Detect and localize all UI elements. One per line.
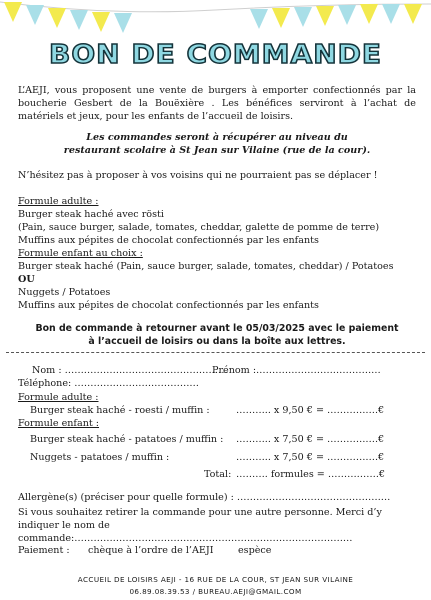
form-enfant-calc-2[interactable]: ……….. x 7,50 € = …………….€	[236, 452, 385, 463]
formule-enfant-heading: Formule enfant au choix :	[18, 248, 143, 259]
bunting-flag	[404, 4, 422, 24]
nom-field[interactable]: Nom : ……………………………………………	[32, 365, 228, 376]
bunting-flag	[316, 6, 334, 26]
formule-adulte-line-1: Burger steak haché avec rösti	[18, 209, 164, 220]
total-calc[interactable]: ………. formules = …………….€	[236, 469, 385, 480]
neighbors-note: N’hésitez pas à proposer à vos voisins qui ne pourraient pas se déplacer !	[18, 170, 378, 181]
allergenes-field[interactable]: Allergène(s) (préciser pour quelle formule) : …………………………………………	[18, 492, 391, 503]
paiement-espece-option[interactable]: espèce	[238, 545, 272, 556]
bunting-flag	[4, 2, 22, 22]
footer-address: ACCUEIL DE LOISIRS AEJI - 16 RUE DE LA COUR, ST JEAN SUR VILAINE	[77, 575, 354, 584]
pickup-line-2: restaurant scolaire à St Jean sur Vilaine (rue de la cour).	[63, 145, 371, 156]
bunting-flag	[294, 7, 312, 27]
paiement-label: Paiement :	[18, 545, 70, 556]
footer-contact: 06.89.08.39.53 / BUREAU.AEJI@GMAIL.COM	[129, 587, 302, 596]
formule-enfant-line-2: Nuggets / Potatoes	[18, 287, 111, 298]
formule-adulte-heading: Formule adulte :	[18, 196, 99, 207]
formule-adulte-line-2: (Pain, sauce burger, salade, tomates, cheddar, galette de pomme de terre)	[18, 222, 380, 233]
page-title: BON DE COMMANDE	[49, 39, 382, 70]
form-enfant-heading: Formule enfant :	[18, 418, 100, 429]
form-enfant-item-1: Burger steak haché - patatoes / muffin :	[30, 434, 224, 445]
intro-paragraph: L’AEJI, vous proposent une vente de burgers à emporter confectionnés par la boucherie Gesbert de la Bouëxière . Les bénéfices serviront à l’achat de matériels et jeux, pour les enfants de l’accueil de loisirs.	[18, 85, 416, 122]
bunting-flag	[114, 13, 132, 33]
return-line-2: à l’accueil de loisirs ou dans la boîte aux lettres.	[88, 336, 346, 347]
bunting-flag	[250, 9, 268, 29]
bunting-flag	[70, 10, 88, 30]
bunting-flag	[92, 12, 110, 32]
bunting-flag	[382, 4, 400, 24]
formule-adulte-line-3: Muffins aux pépites de chocolat confectionnés par les enfants	[18, 235, 319, 246]
total-label: Total:	[204, 469, 232, 480]
retrait-field[interactable]: Si vous souhaitez retirer la commande pour une autre personne. Merci d’y indiquer le nom de commande:……………………………………………………………………………	[18, 507, 382, 544]
return-line-1: Bon de commande à retourner avant le 05/03/2025 avec le paiement	[35, 323, 399, 334]
formule-enfant-ou: OU	[18, 274, 35, 285]
bunting-flag	[26, 5, 44, 25]
formule-enfant-line-1: Burger steak haché (Pain, sauce burger, salade, tomates, cheddar) / Potatoes	[18, 261, 394, 272]
bunting-flag	[48, 8, 66, 28]
bunting-flag	[272, 8, 290, 28]
bunting-flag	[360, 4, 378, 24]
telephone-field[interactable]: Téléphone: …………………………………	[18, 378, 200, 389]
prenom-field[interactable]: Prénom :…………………………………	[212, 365, 381, 376]
form-enfant-calc-1[interactable]: ……….. x 7,50 € = …………….€	[236, 434, 385, 445]
form-adulte-calc[interactable]: ……….. x 9,50 € = …………….€	[236, 405, 385, 416]
formule-enfant-line-3: Muffins aux pépites de chocolat confectionnés par les enfants	[18, 300, 319, 311]
form-adulte-item: Burger steak haché - roesti / muffin :	[30, 405, 210, 416]
pickup-line-1: Les commandes seront à récupérer au niveau du	[86, 132, 348, 143]
form-adulte-heading: Formule adulte :	[18, 392, 99, 403]
bunting-flag	[338, 5, 356, 25]
form-enfant-item-2: Nuggets - patatoes / muffin :	[30, 452, 170, 463]
bunting-decoration	[0, 0, 431, 40]
cut-line	[6, 352, 425, 353]
paiement-cheque-option[interactable]: chèque à l’ordre de l’AEJI	[88, 545, 214, 556]
